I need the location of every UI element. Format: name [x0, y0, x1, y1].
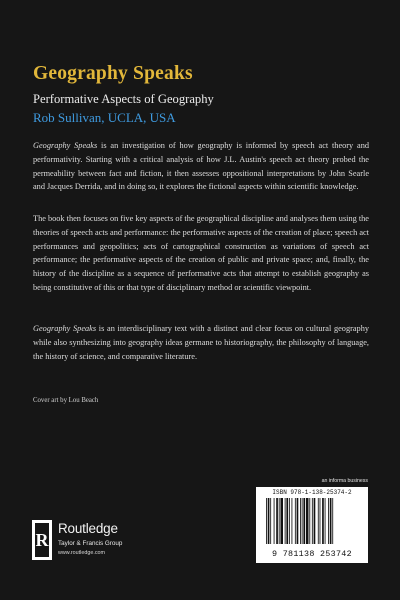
barcode-bar — [328, 498, 329, 544]
barcode-bar — [325, 498, 326, 544]
barcode-bar — [285, 498, 286, 544]
barcode-bar — [314, 498, 316, 544]
publisher-group: Taylor & Francis Group — [58, 540, 123, 547]
barcode-bar — [266, 498, 267, 544]
barcode-bar — [279, 498, 280, 544]
barcode-bar — [300, 498, 301, 544]
blurb-paragraph-3-text: is an interdisciplinary text with a distinct and clear focus on cultural geography while also synthesizing into geography ideas germane to historiography, the philosophy of language, the history of science, and comparative literature. — [33, 324, 369, 361]
barcode-bar — [297, 498, 299, 544]
barcode-bar — [302, 498, 303, 544]
publisher-name: Routledge — [58, 521, 118, 536]
informa-tagline: an informa business — [321, 478, 368, 484]
barcode-bar — [280, 498, 283, 544]
barcode-bar — [286, 498, 288, 544]
book-subtitle: Performative Aspects of Geography — [33, 92, 214, 106]
barcode-bar — [268, 498, 270, 544]
barcode-bar — [322, 498, 324, 544]
barcode-bars — [266, 498, 362, 544]
barcode — [256, 487, 368, 563]
barcode-bar — [289, 498, 290, 544]
blurb-paragraph-1 — [33, 139, 369, 194]
isbn-number: ISBN 978-1-138-25374-2 — [272, 489, 352, 496]
barcode-bar — [292, 498, 293, 544]
barcode-bar — [303, 498, 305, 544]
cover-art-credit: Cover art by Lou Beach — [33, 397, 99, 404]
barcode-bar — [312, 498, 313, 544]
barcode-bar — [270, 498, 271, 544]
barcode-bar — [276, 498, 278, 544]
book-author: Rob Sullivan, UCLA, USA — [33, 110, 176, 125]
barcode-bar — [309, 498, 310, 544]
blurb-paragraph-2: The book then focuses on five key aspects of the geographical discipline and analyses them using the theories of speech acts and performance: the performative aspects of the creation of place; speech act performances and geopolitics; acts of cartographical construction as variations of speech act performance; the performative aspects of the creation of public and private space; and, finally, the history of the discipline as a sequence of performative acts that attempt to establish geography as being constitutive of this or that type of disciplinary method or scientific viewpoint. — [33, 214, 369, 292]
barcode-bar — [320, 498, 321, 544]
publisher-logo — [32, 520, 172, 570]
ean-digits: 9 781138 253742 — [272, 549, 352, 559]
blurb-paragraph-3 — [33, 322, 369, 363]
book-title: Geography Speaks — [33, 63, 193, 84]
barcode-bar — [332, 498, 333, 544]
barcode-bar — [295, 498, 296, 544]
publisher-url: www.routledge.com — [58, 550, 106, 556]
blurb-title-italic: Geography Speaks — [33, 141, 98, 150]
routledge-logo-icon — [32, 520, 52, 560]
barcode-bar — [318, 498, 319, 544]
blurb-paragraph-1-text: is an investigation of how geography is informed by speech act theory and performativity. Starting with a critical analysis of how J.L. Austin's speech act theory probed the permeability between fact and fiction, it then assesses oppositional interpretations by John Searle and Jacques Derrida, and in doing so, it explores the fictional aspects within scientific knowledge. — [33, 141, 369, 192]
barcode-bar — [330, 498, 332, 544]
blurb-title-italic-2: Geography Speaks — [33, 324, 97, 333]
logo-letter: R — [35, 530, 49, 550]
barcode-bar — [274, 498, 275, 544]
barcode-bar — [306, 498, 309, 544]
